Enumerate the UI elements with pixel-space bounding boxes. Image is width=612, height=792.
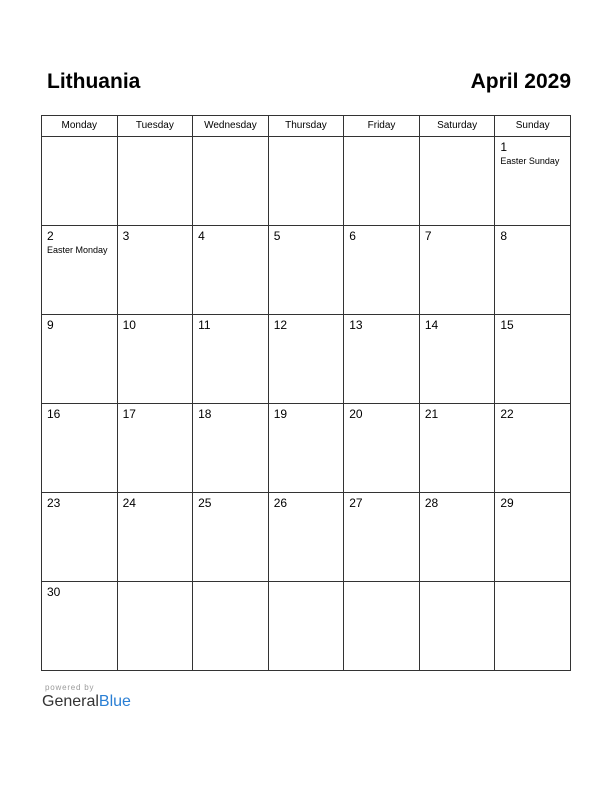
day-number: 1 xyxy=(500,140,508,154)
day-cell xyxy=(42,315,118,404)
day-cell xyxy=(495,226,571,315)
day-number: 11 xyxy=(198,318,211,332)
day-number: 3 xyxy=(122,229,130,243)
day-number: 9 xyxy=(47,318,54,332)
day-cell xyxy=(495,315,571,404)
day-cell xyxy=(419,404,495,493)
powered-by-text: powered by xyxy=(45,683,95,692)
day-number: 10 xyxy=(122,318,136,332)
day-number: 6 xyxy=(349,229,356,243)
day-number: 29 xyxy=(500,496,514,510)
day-number: 20 xyxy=(349,407,363,421)
day-cell xyxy=(42,493,118,582)
day-cell xyxy=(268,493,344,582)
day-cell xyxy=(344,404,420,493)
country-title: Lithuania xyxy=(47,70,141,93)
holiday-label: Easter Sunday xyxy=(500,156,560,166)
day-cell xyxy=(193,404,269,493)
day-cell xyxy=(344,315,420,404)
month-year-title: April 2029 xyxy=(470,70,571,93)
day-number: 13 xyxy=(349,318,363,332)
weekday-header-row xyxy=(42,116,571,137)
day-cell xyxy=(117,137,193,226)
day-cell xyxy=(419,493,495,582)
day-cell xyxy=(268,315,344,404)
day-cell xyxy=(495,404,571,493)
day-number: 26 xyxy=(273,496,288,510)
calendar-header xyxy=(41,70,571,100)
day-cell xyxy=(268,226,344,315)
weekday-header: Thursday xyxy=(268,116,344,137)
day-cell xyxy=(193,493,269,582)
week-row xyxy=(42,137,571,226)
day-cell xyxy=(193,137,269,226)
day-cell xyxy=(193,315,269,404)
day-cell xyxy=(419,137,495,226)
day-number: 18 xyxy=(198,407,212,421)
day-cell xyxy=(42,404,118,493)
weekday-header: Sunday xyxy=(495,116,571,137)
day-number: 8 xyxy=(500,229,508,243)
day-number: 16 xyxy=(47,407,61,421)
day-cell xyxy=(419,582,495,671)
day-cell xyxy=(42,137,118,226)
day-cell xyxy=(42,582,118,671)
day-number: 5 xyxy=(273,229,281,243)
day-cell xyxy=(117,404,193,493)
day-cell xyxy=(117,315,193,404)
weekday-header: Friday xyxy=(344,116,420,137)
day-number: 14 xyxy=(424,318,439,332)
day-number: 2 xyxy=(47,229,54,243)
day-cell xyxy=(419,226,495,315)
holiday-label: Easter Monday xyxy=(47,245,108,255)
day-cell xyxy=(268,404,344,493)
day-number: 17 xyxy=(122,407,136,421)
day-number: 12 xyxy=(273,318,288,332)
week-row xyxy=(42,493,571,582)
day-number: 21 xyxy=(424,407,439,421)
weekday-header: Tuesday xyxy=(117,116,193,137)
day-number: 4 xyxy=(198,229,205,243)
day-number: 30 xyxy=(47,585,61,599)
calendar-grid xyxy=(41,115,571,671)
day-cell xyxy=(117,582,193,671)
day-number: 15 xyxy=(500,318,514,332)
day-number: 7 xyxy=(424,229,432,243)
day-cell xyxy=(344,226,420,315)
day-cell xyxy=(495,137,571,226)
brand-general: General xyxy=(42,693,99,710)
day-cell xyxy=(344,582,420,671)
day-number: 24 xyxy=(122,496,136,510)
weekday-header: Wednesday xyxy=(193,116,269,137)
day-number: 19 xyxy=(273,407,288,421)
weekday-header: Saturday xyxy=(419,116,495,137)
day-cell xyxy=(268,137,344,226)
day-number: 23 xyxy=(47,496,61,510)
week-row xyxy=(42,404,571,493)
day-cell xyxy=(117,226,193,315)
brand-blue: Blue xyxy=(98,693,131,710)
day-cell xyxy=(268,582,344,671)
day-cell xyxy=(344,137,420,226)
day-cell xyxy=(117,493,193,582)
day-cell xyxy=(344,493,420,582)
day-number: 22 xyxy=(500,407,514,421)
day-number: 25 xyxy=(198,496,212,510)
week-row xyxy=(42,582,571,671)
footer xyxy=(42,683,131,711)
day-cell xyxy=(193,582,269,671)
weekday-header: Monday xyxy=(42,116,118,137)
day-cell xyxy=(495,582,571,671)
day-cell xyxy=(42,226,118,315)
week-row xyxy=(42,315,571,404)
day-number: 28 xyxy=(424,496,439,510)
generalblue-logo xyxy=(42,693,131,711)
day-cell xyxy=(193,226,269,315)
day-cell xyxy=(419,315,495,404)
day-cell xyxy=(495,493,571,582)
week-row xyxy=(42,226,571,315)
day-number: 27 xyxy=(349,496,363,510)
